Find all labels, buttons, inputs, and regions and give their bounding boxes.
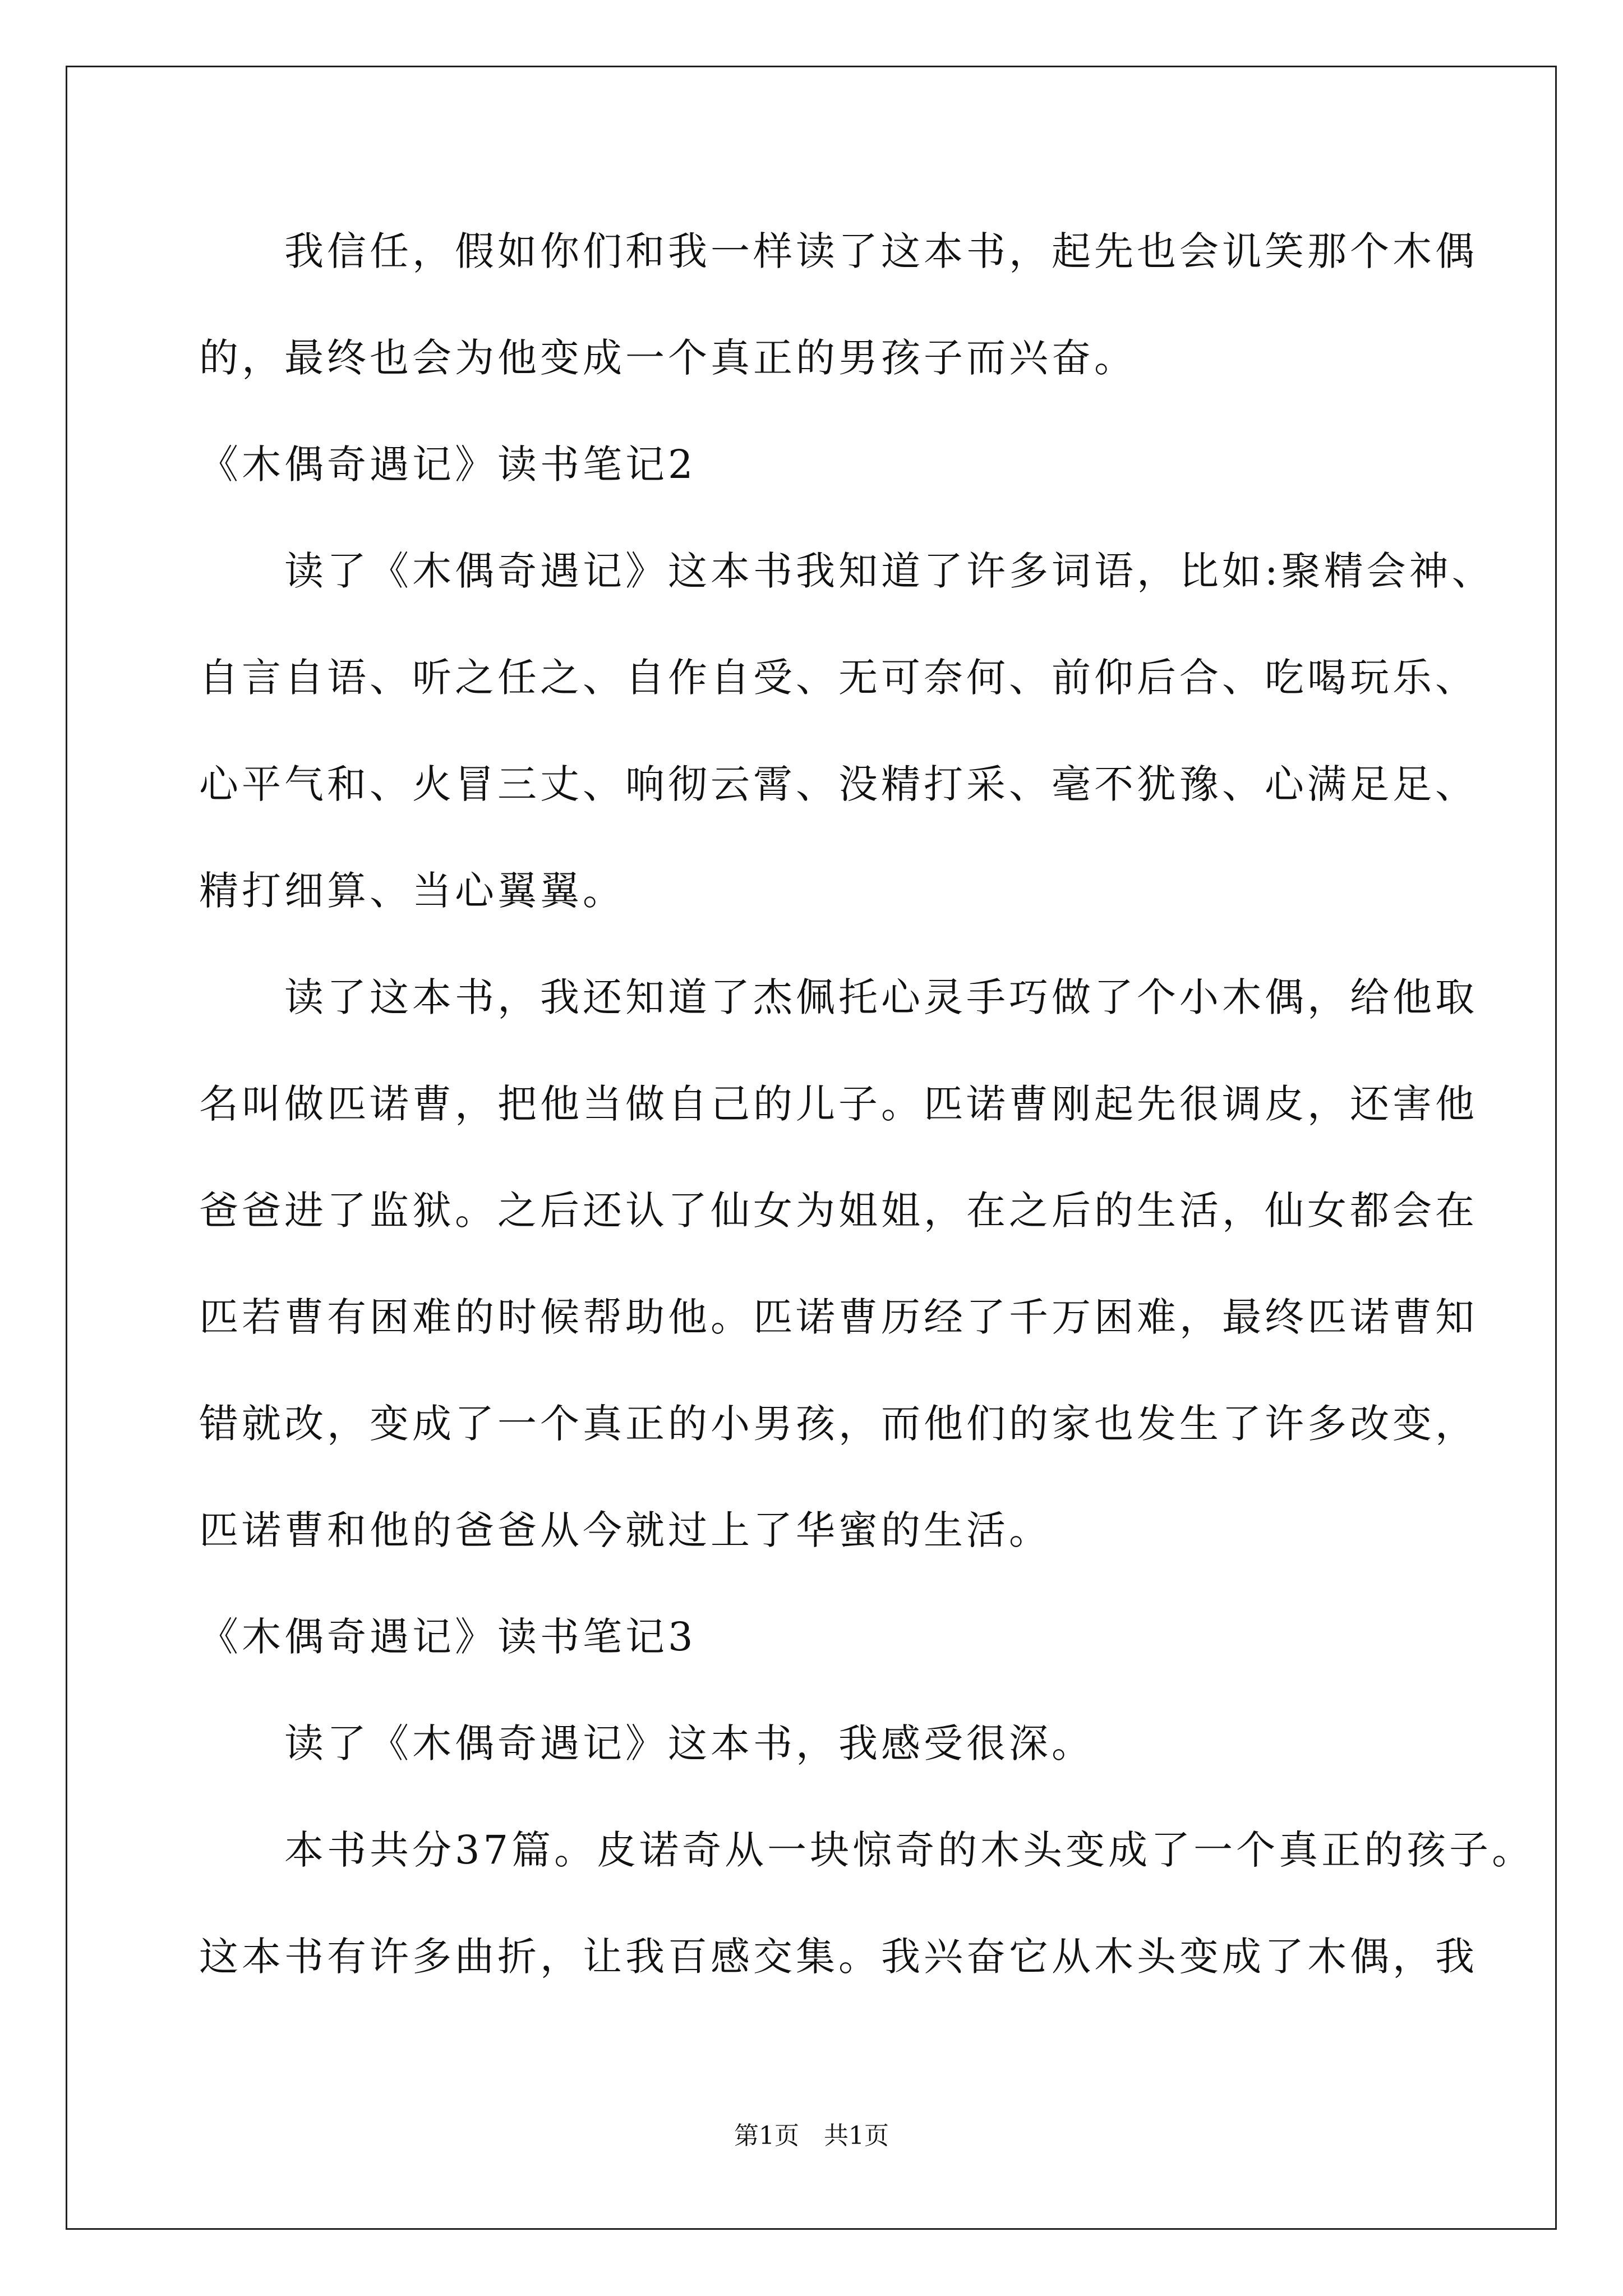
page-number-footer: 第1页 共1页 xyxy=(734,2122,889,2150)
paragraph-line: 这本书有许多曲折，让我百感交集。我兴奋它从木头变成了木偶，我 xyxy=(199,1934,1478,1980)
paragraph-line: 读了《木偶奇遇记》这本书我知道了许多词语，比如:聚精会神、 xyxy=(199,548,1495,594)
paragraph-line: 我信任，假如你们和我一样读了这本书，起先也会讥笑那个木偶 xyxy=(199,228,1478,274)
paragraph-line: 精打细算、当心翼翼。 xyxy=(199,868,625,914)
paragraph-line: 心平气和、火冒三丈、响彻云霄、没精打采、毫不犹豫、心满足足、 xyxy=(199,761,1478,807)
paragraph-line: 名叫做匹诺曹，把他当做自己的儿子。匹诺曹刚起先很调皮，还害他 xyxy=(199,1081,1478,1127)
paragraph-line: 读了《木偶奇遇记》这本书，我感受很深。 xyxy=(199,1720,1094,1766)
paragraph-line: 匹若曹有困难的时候帮助他。匹诺曹历经了千万困难，最终匹诺曹知 xyxy=(199,1294,1478,1340)
section-heading: 《木偶奇遇记》读书笔记3 xyxy=(199,1614,697,1660)
paragraph-line: 匹诺曹和他的爸爸从今就过上了华蜜的生活。 xyxy=(199,1507,1052,1553)
paragraph-line: 读了这本书，我还知道了杰佩托心灵手巧做了个小木偶，给他取 xyxy=(199,974,1478,1020)
paragraph-line: 的，最终也会为他变成一个真正的男孩子而兴奋。 xyxy=(199,335,1137,381)
paragraph-line: 自言自语、听之任之、自作自受、无可奈何、前仰后合、吃喝玩乐、 xyxy=(199,655,1478,701)
section-heading: 《木偶奇遇记》读书笔记2 xyxy=(199,441,697,487)
page-border xyxy=(66,66,1557,2230)
paragraph-line: 本书共分37篇。皮诺奇从一块惊奇的木头变成了一个真正的孩子。 xyxy=(199,1827,1535,1873)
paragraph-line: 错就改，变成了一个真正的小男孩，而他们的家也发生了许多改变， xyxy=(199,1401,1478,1447)
paragraph-line: 爸爸进了监狱。之后还认了仙女为姐姐，在之后的生活，仙女都会在 xyxy=(199,1188,1478,1234)
